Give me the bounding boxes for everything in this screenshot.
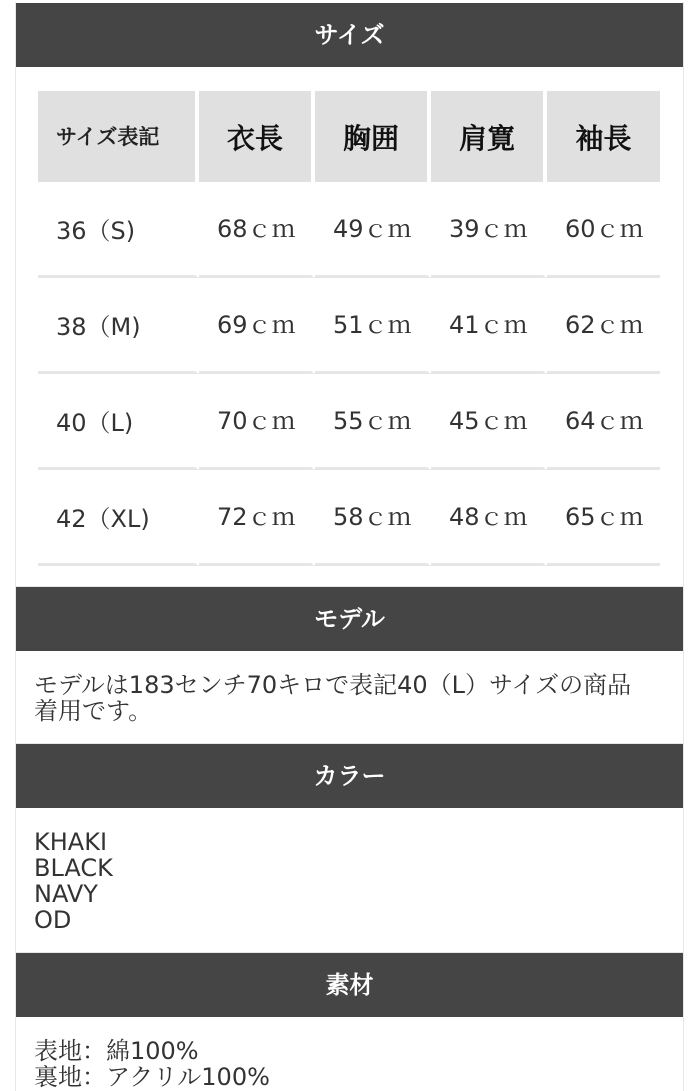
row-value: 41ｃｍ	[431, 278, 547, 374]
table-row	[38, 182, 660, 278]
row-size-label: 42（XL)	[38, 470, 199, 566]
row-size-label: 40（L)	[38, 374, 199, 470]
row-value: 49ｃｍ	[315, 182, 431, 278]
row-value: 62ｃｍ	[547, 278, 660, 374]
row-value: 72ｃｍ	[199, 470, 315, 566]
size-table	[38, 91, 660, 566]
header-length: 衣長	[199, 91, 315, 182]
table-row	[38, 278, 660, 374]
row-value: 39ｃｍ	[431, 182, 547, 278]
row-size-label: 36（S)	[38, 182, 199, 278]
table-row	[38, 470, 660, 566]
row-value: 69ｃｍ	[199, 278, 315, 374]
row-value: 45ｃｍ	[431, 374, 547, 470]
row-value: 64ｃｍ	[547, 374, 660, 470]
header-size-label: サイズ表記	[38, 91, 199, 182]
row-value: 60ｃｍ	[547, 182, 660, 278]
row-value: 70ｃｍ	[199, 374, 315, 470]
header-chest: 胸囲	[315, 91, 431, 182]
section-header-material: 素材	[16, 953, 683, 1017]
row-value: 48ｃｍ	[431, 470, 547, 566]
color-item: BLACK	[34, 854, 113, 882]
section-header-size: サイズ	[16, 3, 683, 67]
material-item: 裏地：アクリル100%	[34, 1063, 270, 1091]
table-row	[38, 374, 660, 470]
size-table-header-row	[38, 91, 660, 182]
color-item: OD	[34, 906, 72, 934]
color-item: KHAKI	[34, 828, 108, 856]
color-item: NAVY	[34, 880, 98, 908]
row-value: 51ｃｍ	[315, 278, 431, 374]
row-size-label: 38（M)	[38, 278, 199, 374]
section-header-color: カラー	[16, 744, 683, 808]
row-value: 65ｃｍ	[547, 470, 660, 566]
header-sleeve: 袖長	[547, 91, 660, 182]
row-value: 68ｃｍ	[199, 182, 315, 278]
color-list	[34, 829, 113, 933]
material-item: 表地：綿100%	[34, 1037, 199, 1065]
material-list	[34, 1038, 270, 1090]
header-shoulder: 肩寛	[431, 91, 547, 182]
model-description: モデルは183センチ70キロで表記40（L）サイズの商品着用です。	[34, 671, 632, 725]
section-header-model: モデル	[16, 587, 683, 651]
row-value: 58ｃｍ	[315, 470, 431, 566]
row-value: 55ｃｍ	[315, 374, 431, 470]
